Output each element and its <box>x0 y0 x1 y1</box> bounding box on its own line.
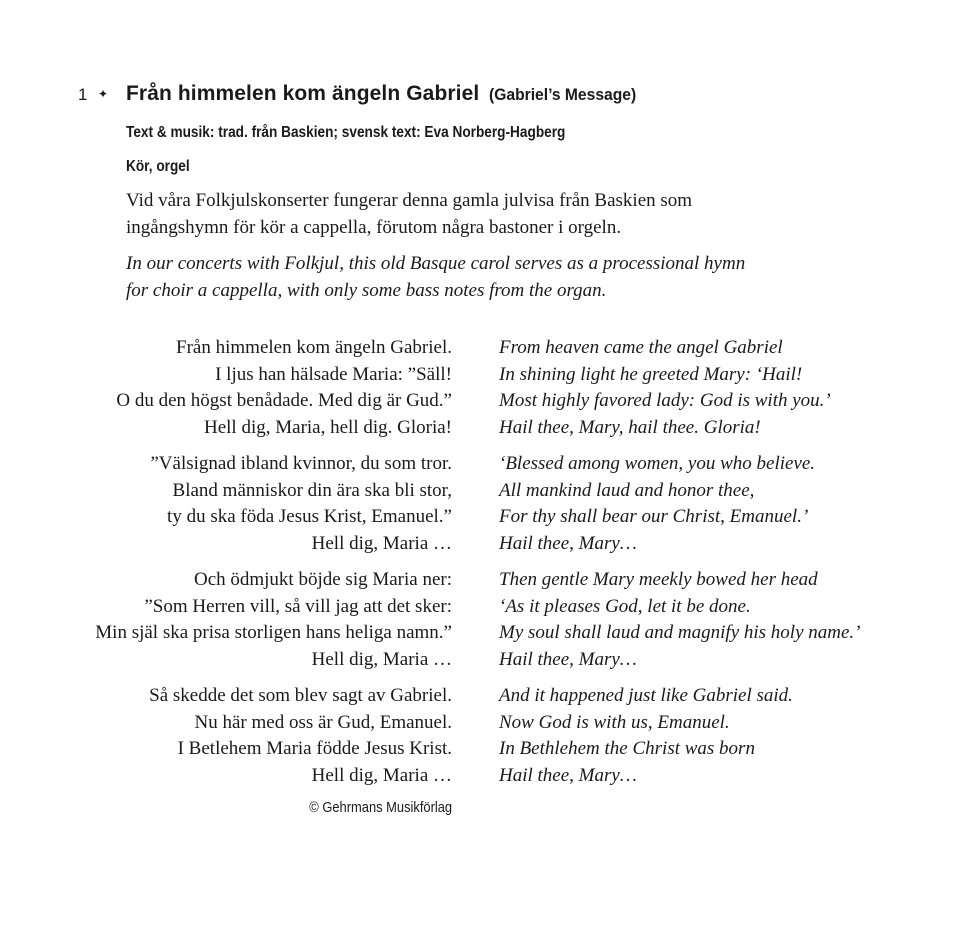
lyric-line: Hell dig, Maria … <box>311 532 452 554</box>
stanza <box>0 567 953 673</box>
lyric-line: In Bethlehem the Christ was born <box>499 738 755 759</box>
lyric-line: ‘Blessed among women, you who believe. <box>499 453 816 474</box>
lyric-line: Hell dig, Maria … <box>311 648 452 670</box>
lyric-line: I ljus han hälsade Maria: ”Säll! <box>215 363 452 385</box>
lyric-line: Then gentle Mary meekly bowed her head <box>499 569 818 590</box>
lyrics <box>0 335 953 799</box>
description-swedish <box>126 188 938 241</box>
lyric-line: Min själ ska prisa storligen hans heliga namn.” <box>95 622 452 643</box>
stanza <box>0 683 953 789</box>
swedish-lyrics <box>0 683 452 789</box>
lyric-line: Hail thee, Mary… <box>499 648 637 670</box>
lyric-line: In shining light he greeted Mary: ‘Hail! <box>499 363 803 385</box>
lyric-line: Hell dig, Maria … <box>311 764 452 786</box>
ensemble: Kör, orgel <box>126 158 190 175</box>
description-line: Vid våra Folkjulskonserter fungerar denna gamla julvisa från Baskien som <box>126 190 693 211</box>
lyric-line: All mankind laud and honor thee, <box>499 479 755 501</box>
lyric-line: ”Välsignad ibland kvinnor, du som tror. <box>150 453 452 474</box>
lyric-line: Hell dig, Maria, hell dig. Gloria! <box>204 416 452 438</box>
lyric-line: ”Som Herren vill, så vill jag att det sker: <box>144 595 452 617</box>
english-lyrics <box>499 683 793 789</box>
description-line: In our concerts with Folkjul, this old Basque carol serves as a processional hymn <box>126 253 746 274</box>
lyric-line: Från himmelen kom ängeln Gabriel. <box>176 337 452 358</box>
lyric-line: Now God is with us, Emanuel. <box>499 711 730 733</box>
lyric-line: Nu här med oss är Gud, Emanuel. <box>194 711 452 733</box>
lyric-line: Så skedde det som blev sagt av Gabriel. <box>149 685 452 706</box>
lyric-line: ‘As it pleases God, let it be done. <box>499 595 751 617</box>
lyric-line: Hail thee, Mary… <box>499 532 637 554</box>
lyric-line: Och ödmjukt böjde sig Maria ner: <box>193 569 452 590</box>
lyric-line: Most highly favored lady: God is with you.’ <box>499 390 831 411</box>
lyric-line: I Betlehem Maria födde Jesus Krist. <box>177 738 452 759</box>
description-english <box>126 251 938 304</box>
lyric-line: My soul shall laud and magnify his holy name.’ <box>499 622 861 643</box>
star-icon: ✦ <box>98 87 109 101</box>
description-line: ingångshymn för kör a cappella, förutom några bastoner i orgeln. <box>126 216 622 238</box>
english-lyrics <box>499 451 815 557</box>
track-number: 1 <box>78 85 88 104</box>
lyric-line: Bland människor din ära ska bli stor, <box>172 479 452 501</box>
swedish-lyrics <box>0 335 452 441</box>
english-lyrics <box>499 567 861 673</box>
lyric-line: ty du ska föda Jesus Krist, Emanuel.” <box>167 506 452 527</box>
track-header <box>78 82 938 304</box>
lyric-line: Hail thee, Mary, hail thee. Gloria! <box>499 416 761 438</box>
title-line <box>78 82 938 106</box>
lyric-line: And it happened just like Gabriel said. <box>499 685 793 706</box>
song-subtitle: (Gabriel’s Message) <box>489 85 637 104</box>
lyric-line: For thy shall bear our Christ, Emanuel.’ <box>499 506 809 527</box>
copyright: © Gehrmans Musikförlag <box>309 799 452 816</box>
stanza <box>0 451 953 557</box>
lyric-line: Hail thee, Mary… <box>499 764 637 786</box>
english-lyrics <box>499 335 831 441</box>
credits: Text & musik: trad. från Baskien; svensk text: Eva Norberg-Hagberg <box>126 124 566 141</box>
stanza <box>0 335 953 441</box>
swedish-lyrics <box>0 567 452 673</box>
song-title: Från himmelen kom ängeln Gabriel <box>126 82 480 105</box>
swedish-lyrics <box>0 451 452 557</box>
description-line: for choir a cappella, with only some bass notes from the organ. <box>126 279 607 301</box>
lyric-line: From heaven came the angel Gabriel <box>499 337 783 358</box>
lyric-line: O du den högst benådade. Med dig är Gud.” <box>116 390 452 411</box>
